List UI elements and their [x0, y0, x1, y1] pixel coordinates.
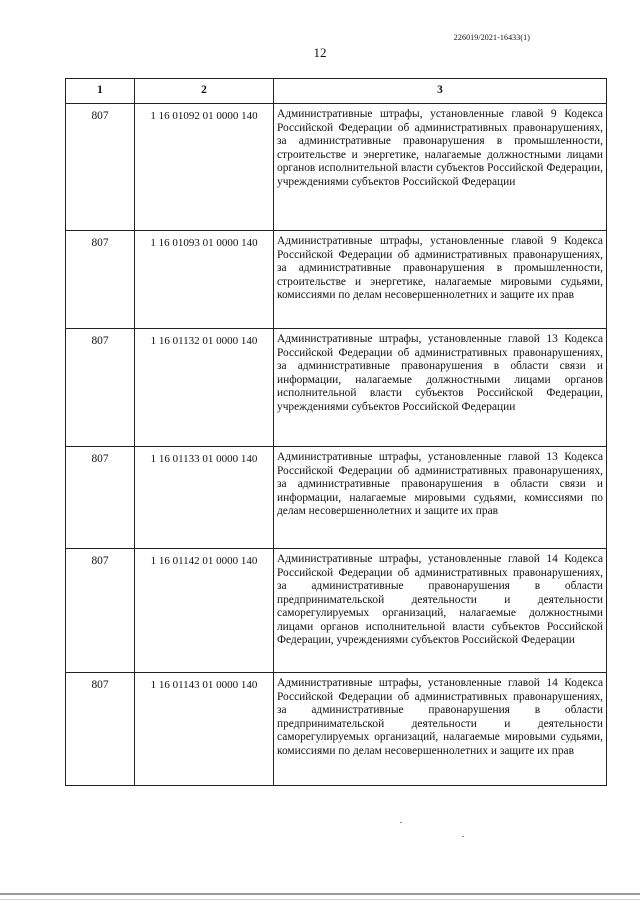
admin-code-cell: 807 [66, 231, 135, 329]
table-row [66, 549, 607, 673]
table-row [66, 673, 607, 786]
scan-edge-line [0, 893, 640, 895]
admin-code-cell: 807 [66, 673, 135, 786]
description-cell: Административные штрафы, установленные главой 9 Кодекса Российской Федерации об административных правонарушениях, за административные правонарушения в промышленности, строительстве и энергетике, налагаемые мировыми судьями, комиссиями по делам несовершеннолетних и защите их прав [274, 231, 607, 329]
table-row [66, 329, 607, 447]
kbk-code-cell: 1 16 01143 01 0000 140 [135, 673, 274, 786]
admin-code-cell: 807 [66, 329, 135, 447]
kbk-code-cell: 1 16 01093 01 0000 140 [135, 231, 274, 329]
description-cell: Административные штрафы, установленные главой 13 Кодекса Российской Федерации об административных правонарушениях, за административные правонарушения в области связи и информации, налагаемые мировыми судьями, комиссиями по делам несовершеннолетних и защите их прав [274, 447, 607, 549]
kbk-code-cell: 1 16 01132 01 0000 140 [135, 329, 274, 447]
column-header: 1 [66, 79, 135, 104]
column-header: 3 [274, 79, 607, 104]
admin-code-cell: 807 [66, 447, 135, 549]
document-id: 226019/2021-16433(1) [453, 33, 530, 42]
table-row [66, 231, 607, 329]
scan-speck [462, 836, 464, 837]
page-number: 12 [313, 45, 327, 60]
table-row [66, 104, 607, 231]
kbk-code-cell: 1 16 01142 01 0000 140 [135, 549, 274, 673]
kbk-code-cell: 1 16 01092 01 0000 140 [135, 104, 274, 231]
table-header-row [66, 79, 607, 104]
description-cell: Административные штрафы, установленные главой 14 Кодекса Российской Федерации об административных правонарушениях, за административные правонарушения в области предпринимательской деятельности и деятельности саморегулируемых организаций, налагаемые должностными лицами органов исполнительной власти субъектов Российской Федерации, учреждениями субъектов Российской Федерации [274, 549, 607, 673]
kbk-code-cell: 1 16 01133 01 0000 140 [135, 447, 274, 549]
admin-code-cell: 807 [66, 104, 135, 231]
description-cell: Административные штрафы, установленные главой 14 Кодекса Российской Федерации об административных правонарушениях, за административные правонарушения в области предпринимательской деятельности и деятельности саморегулируемых организаций, налагаемые мировыми судьями, комиссиями по делам несовершеннолетних и защите их прав [274, 673, 607, 786]
admin-code-cell: 807 [66, 549, 135, 673]
table-row [66, 447, 607, 549]
scan-edge-line [0, 899, 640, 900]
fees-table [65, 78, 607, 786]
column-header: 2 [135, 79, 274, 104]
description-cell: Административные штрафы, установленные главой 9 Кодекса Российской Федерации об административных правонарушениях, за административные правонарушения в промышленности, строительстве и энергетике, налагаемые должностными лицами органов исполнительной власти субъектов Российской Федерации, учреждениями субъектов Российской Федерации [274, 104, 607, 231]
scan-speck [400, 822, 402, 823]
description-cell: Административные штрафы, установленные главой 13 Кодекса Российской Федерации об административных правонарушениях, за административные правонарушения в области связи и информации, налагаемые должностными лицами органов исполнительной власти субъектов Российской Федерации, учреждениями субъектов Российской Федерации [274, 329, 607, 447]
